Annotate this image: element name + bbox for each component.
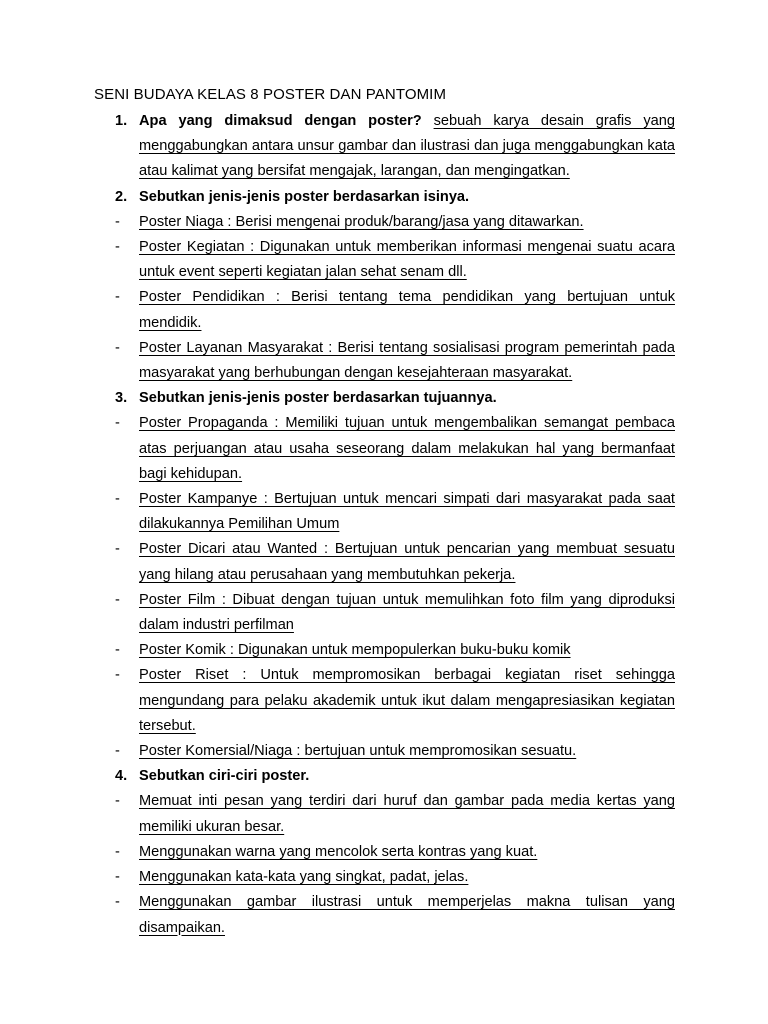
- bullet-marker: -: [115, 642, 120, 659]
- question-number: 2.: [115, 188, 128, 205]
- question-3: [94, 386, 675, 411]
- list-item: [94, 235, 675, 285]
- question-number: 1.: [115, 113, 128, 129]
- question-text: Sebutkan jenis-jenis poster berdasarkan tujuannya.: [139, 390, 497, 407]
- question-number: 4.: [115, 768, 128, 785]
- question-number: 3.: [115, 390, 128, 407]
- bullet-marker: -: [115, 843, 120, 860]
- list-item: [94, 411, 675, 487]
- question-text: Sebutkan ciri-ciri poster.: [139, 768, 310, 785]
- answer-text: sebuah karya desain grafis yang menggabungkan antara unsur gambar dan ilustrasi dan juga menggabungkan kata atau kalimat yang bersifat mengajak, larangan, dan mengingatkan.: [139, 113, 675, 180]
- bullet-marker: -: [115, 591, 120, 608]
- list-item: [94, 588, 675, 638]
- answer-text: Menggunakan kata-kata yang singkat, padat, jelas.: [139, 869, 469, 886]
- page-title: SENI BUDAYA KELAS 8 POSTER DAN PANTOMIM: [94, 86, 447, 103]
- answer-text: Menggunakan gambar ilustrasi untuk memperjelas makna tulisan yang disampaikan.: [139, 894, 675, 936]
- list-item: [94, 285, 675, 335]
- answer-text: Poster Komik : Digunakan untuk mempopulerkan buku-buku komik: [139, 642, 571, 659]
- list-item: [94, 336, 675, 386]
- bullet-marker: -: [115, 415, 120, 432]
- bullet-marker: -: [115, 793, 120, 810]
- list-item: [94, 210, 675, 235]
- answer-text: Poster Niaga : Berisi mengenai produk/barang/jasa yang ditawarkan.: [139, 213, 584, 230]
- bullet-marker: -: [115, 894, 120, 911]
- bullet-marker: -: [115, 213, 120, 230]
- question-2: [94, 185, 675, 210]
- answer-text: Poster Layanan Masyarakat : Berisi tentang sosialisasi program pemerintah pada masyarakat yang berhubungan dengan kesejahteraan masyarakat.: [139, 339, 675, 382]
- bullet-marker: -: [115, 289, 120, 306]
- list-item: [94, 638, 675, 663]
- bullet-marker: -: [115, 743, 120, 760]
- question-text: Apa yang dimaksud dengan poster?: [139, 113, 422, 129]
- answer-text: Poster Kampanye : Bertujuan untuk mencari simpati dari masyarakat pada saat dilakukannya Pemilihan Umum: [139, 491, 675, 533]
- question-text: Sebutkan jenis-jenis poster berdasarkan isinya.: [139, 188, 470, 205]
- answer-text: Poster Dicari atau Wanted : Bertujuan untuk pencarian yang membuat sesuatu yang hilang atau perusahaan yang membutuhkan pekerja.: [139, 541, 675, 583]
- list-item: [94, 487, 675, 537]
- bullet-marker: -: [115, 667, 120, 684]
- answer-text: Menggunakan warna yang mencolok serta kontras yang kuat.: [139, 843, 538, 860]
- answer-text: Poster Kegiatan : Digunakan untuk memberikan informasi mengenai suatu acara untuk event seperti kegiatan jalan sehat senam dll.: [139, 239, 675, 281]
- answer-text: Memuat inti pesan yang terdiri dari huruf dan gambar pada media kertas yang memiliki ukuran besar.: [139, 793, 675, 835]
- list-item: [94, 663, 675, 739]
- answer-text: Poster Pendidikan : Berisi tentang tema pendidikan yang bertujuan untuk mendidik.: [139, 289, 675, 331]
- document-body: [94, 109, 675, 941]
- bullet-marker: -: [115, 239, 120, 256]
- question-4: [94, 764, 675, 789]
- list-item: [94, 840, 675, 865]
- bullet-marker: -: [115, 491, 120, 508]
- answer-text: Poster Riset : Untuk mempromosikan berbagai kegiatan riset sehingga mengundang para pelaku akademik untuk ikut dalam mengapresiasikan kegiatan tersebut.: [139, 667, 675, 734]
- bullet-marker: -: [115, 339, 120, 356]
- list-item: [94, 890, 675, 940]
- answer-text: Poster Propaganda : Memiliki tujuan untuk mengembalikan semangat pembaca atas perjuangan atau usaha seseorang dalam melakukan hal yang bermanfaat bagi kehidupan.: [139, 415, 675, 482]
- answer-text: Poster Film : Dibuat dengan tujuan untuk memulihkan foto film yang diproduksi dalam industri perfilman: [139, 591, 675, 634]
- list-item: [94, 739, 675, 764]
- list-item: [94, 865, 675, 890]
- list-item: [94, 537, 675, 587]
- answer-text: Poster Komersial/Niaga : bertujuan untuk mempromosikan sesuatu.: [139, 743, 577, 760]
- question-1: [94, 109, 675, 185]
- bullet-marker: -: [115, 541, 120, 558]
- list-item: [94, 789, 675, 839]
- bullet-marker: -: [115, 869, 120, 886]
